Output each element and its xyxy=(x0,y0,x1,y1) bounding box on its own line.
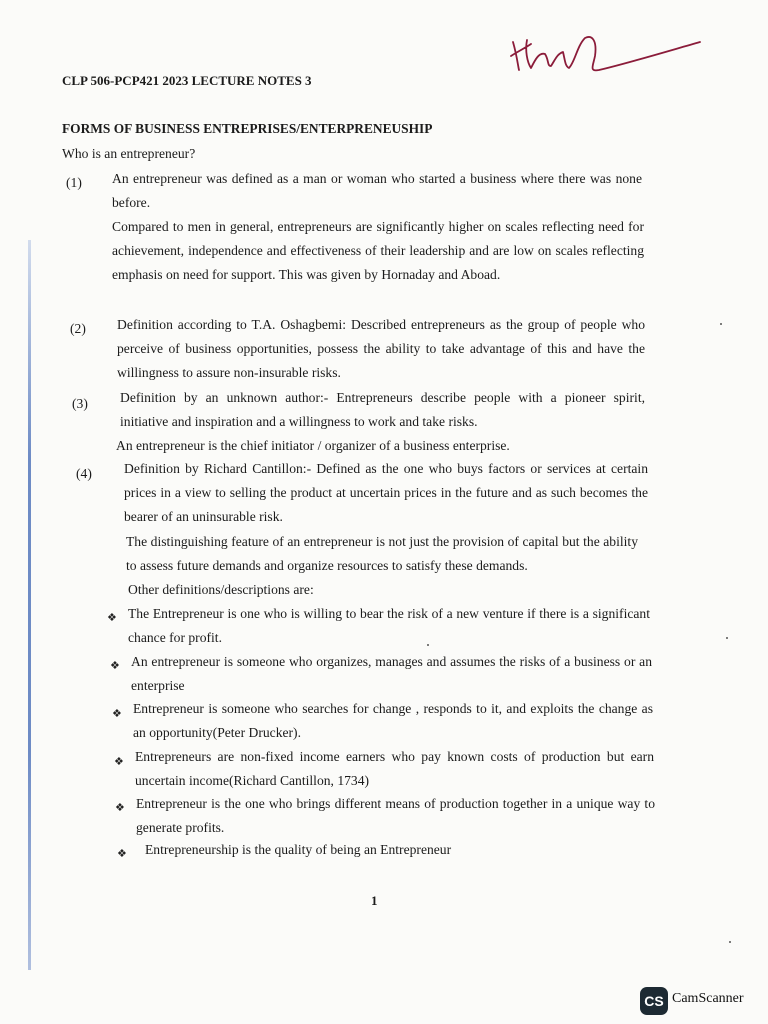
handwritten-signature xyxy=(505,26,705,84)
definition-followup: Compared to men in general, entrepreneurs are significantly higher on scales reflecting need for achievement, independence and effectiveness of their leadership and are low on scales reflecting emphasis on need for support. This was given by Hornaday and Aboad. xyxy=(112,219,644,282)
definition-text: Definition by Richard Cantillon:- Defined as the one who buys factors or services at certain prices in a view to selling the product at uncertain prices in the future and as such becomes the bearer of an uninsurable risk. xyxy=(124,461,648,524)
diamond-bullet-icon: ❖ xyxy=(115,802,125,814)
diamond-bullet-icon: ❖ xyxy=(107,612,117,624)
section-title: FORMS OF BUSINESS ENTREPRISES/ENTERPRENEUSHIP xyxy=(62,121,433,136)
definition-number: (3) xyxy=(72,396,88,411)
camscanner-watermark: CamScanner xyxy=(672,991,744,1006)
definition-followup: The distinguishing feature of an entrepreneur is not just the provision of capital but the ability to assess future demands and organize resources to satisfy these demands. xyxy=(126,534,638,573)
page-edge-line xyxy=(28,240,31,970)
diamond-bullet-icon: ❖ xyxy=(117,848,127,860)
definition-text: Definition according to T.A. Oshagbemi: Described entrepreneurs as the group of people who perceive of business opportunities, possess the ability to take advantage of this and have the willingness to assure non-insurable risks. xyxy=(117,317,645,380)
diamond-bullet-icon: ❖ xyxy=(110,660,120,672)
question-heading: Who is an entrepreneur? xyxy=(62,146,196,161)
scan-speck xyxy=(720,323,722,325)
bullet-item: An entrepreneur is someone who organizes, manages and assumes the risks of a business or an enterprise xyxy=(131,654,652,693)
diamond-bullet-icon: ❖ xyxy=(112,708,122,720)
definition-number: (4) xyxy=(76,466,92,481)
other-definitions-label: Other definitions/descriptions are: xyxy=(128,582,314,597)
bullet-item: Entrepreneurs are non-fixed income earners who pay known costs of production but earn uncertain income(Richard Cantillon, 1734) xyxy=(135,749,654,788)
scan-speck xyxy=(726,637,728,639)
bullet-item: Entrepreneur is someone who searches for change , responds to it, and exploits the change as an opportunity(Peter Drucker). xyxy=(133,701,653,740)
scan-speck xyxy=(427,644,429,646)
bullet-item: The Entrepreneur is one who is willing to bear the risk of a new venture if there is a significant chance for profit. xyxy=(128,606,650,645)
definition-followup: An entrepreneur is the chief initiator / organizer of a business enterprise. xyxy=(116,438,510,453)
bullet-item: Entrepreneur is the one who brings different means of production together in a unique way to generate profits. xyxy=(136,796,655,835)
definition-text: Definition by an unknown author:- Entrepreneurs describe people with a pioneer spirit, initiative and inspiration and a willingness to work and take risks. xyxy=(120,390,645,429)
camscanner-logo-icon: CS xyxy=(640,987,668,1015)
diamond-bullet-icon: ❖ xyxy=(114,756,124,768)
bullet-item: Entrepreneurship is the quality of being an Entrepreneur xyxy=(145,842,452,857)
definition-text: An entrepreneur was defined as a man or woman who started a business where there was none before. xyxy=(112,171,642,210)
page-number: 1 xyxy=(371,893,378,908)
scan-speck xyxy=(729,941,731,943)
definition-number: (1) xyxy=(66,175,82,190)
definition-number: (2) xyxy=(70,321,86,336)
document-header: CLP 506-PCP421 2023 LECTURE NOTES 3 xyxy=(62,73,312,88)
